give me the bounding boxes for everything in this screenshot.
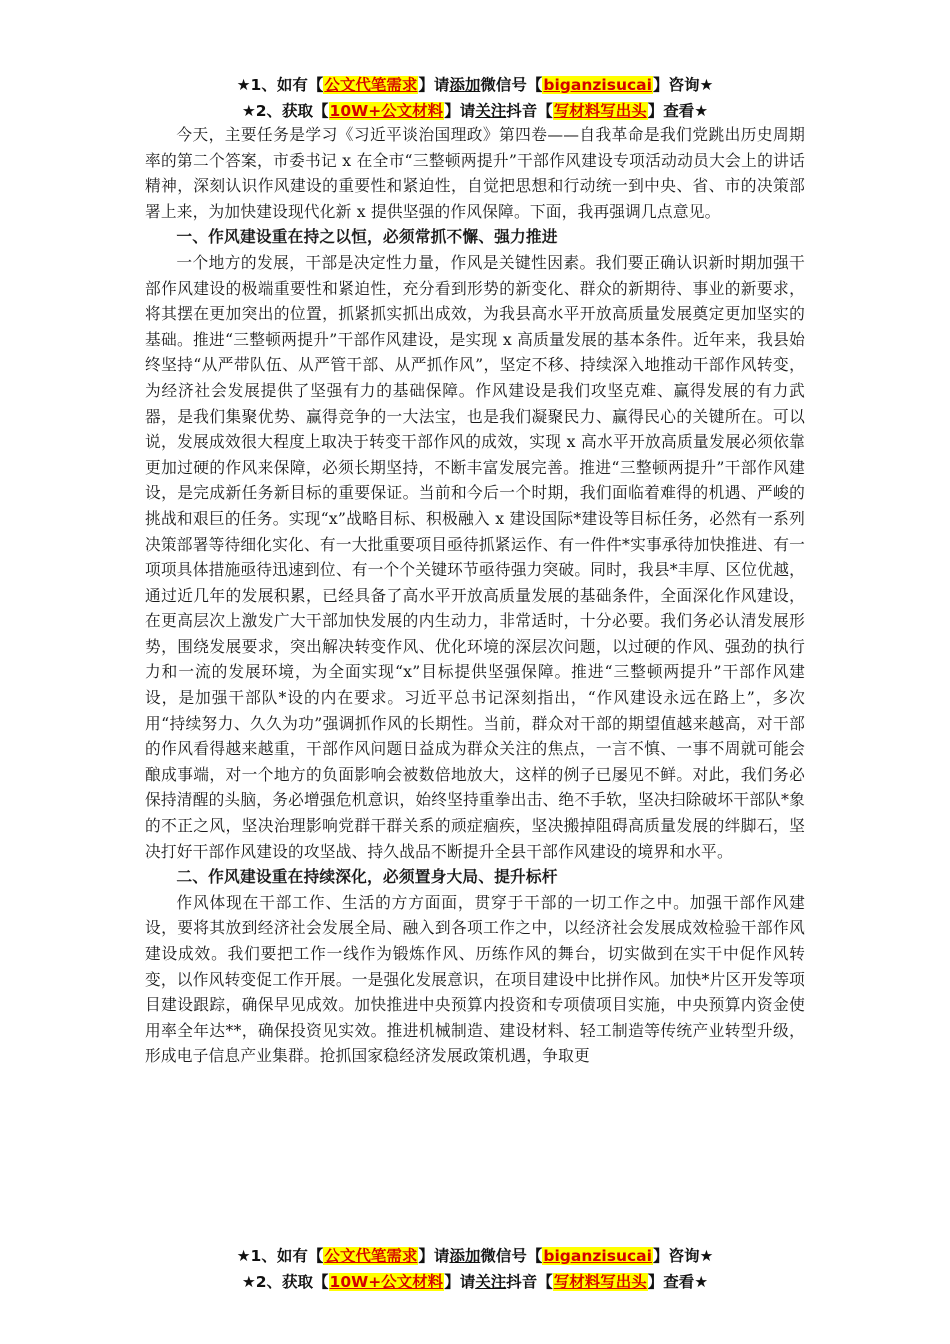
document-body — [145, 122, 805, 1069]
promo-highlight[interactable]: biganzisucai — [543, 76, 652, 94]
promo-highlight[interactable]: biganzisucai — [543, 1247, 652, 1265]
promo-text: 】请 — [444, 1273, 476, 1291]
promo-line-1 — [0, 1243, 950, 1269]
promo-emphasis: 关注 — [475, 1273, 507, 1291]
promo-text: ★1、如有【 — [236, 1247, 324, 1265]
promo-emphasis: 添加 — [449, 76, 481, 94]
promo-text: 微信号【 — [480, 1247, 543, 1265]
promo-banner-bottom — [0, 1243, 950, 1295]
promo-text: 微信号【 — [480, 76, 543, 94]
promo-highlight[interactable]: 写材料写出头 — [553, 1273, 647, 1291]
promo-text: 】查看★ — [647, 1273, 709, 1291]
promo-text: 抖音【 — [506, 1273, 553, 1291]
section-heading-1: 一、作风建设重在持之以恒，必须常抓不懈、强力推进 — [176, 227, 558, 247]
promo-highlight[interactable]: 写材料写出头 — [553, 102, 647, 120]
promo-text: 抖音【 — [506, 102, 553, 120]
intro-paragraph: 今天，主要任务是学习《习近平谈治国理政》第四卷——自我革命是我们党跳出历史周期率的第二个答案，市委书记 x 在全市“三整顿两提升”干部作风建设专项活动动员大会上的讲话精神，深刻认识作风建设的重要性和紧迫性，自觉把思想和行动统一到中央、省、市的决策部署上来，为加快建设现代化新 x 提供坚强的作风保障。下面，我再强调几点意见。 — [145, 125, 805, 221]
promo-text: 】查看★ — [647, 102, 709, 120]
section-2-paragraph: 作风体现在干部工作、生活的方方面面，贯穿于干部的一切工作之中。加强干部作风建设，要将其放到经济社会发展全局、融入到各项工作之中，以经济社会发展成效检验干部作风建设成效。我们要把工作一线作为锻炼作风、历练作风的舞台，切实做到在实干中促作风转变，以作风转变促工作开展。一是强化发展意识，在项目建设中比拼作风。加快*片区开发等项目建设跟踪，确保早见成效。加快推进中央预算内投资和专项债项目实施，中央预算内资金使用率全年达**，确保投资见实效。推进机械制造、建设材料、轻工制造等传统产业转型升级，形成电子信息产业集群。抢抓国家稳经济发展政策机遇，争取更 — [145, 892, 805, 1066]
promo-text: 】咨询★ — [652, 76, 714, 94]
promo-line-1 — [0, 72, 950, 98]
promo-line-2 — [0, 98, 950, 124]
promo-highlight[interactable]: 10W+公文材料 — [329, 102, 444, 120]
promo-text: 】咨询★ — [652, 1247, 714, 1265]
promo-emphasis: 添加 — [449, 1247, 481, 1265]
promo-text: 】请 — [418, 76, 450, 94]
promo-emphasis: 关注 — [475, 102, 507, 120]
promo-text: ★1、如有【 — [236, 76, 324, 94]
section-heading-2: 二、作风建设重在持续深化，必须置身大局、提升标杆 — [176, 867, 558, 887]
promo-text: ★2、获取【 — [241, 1273, 329, 1291]
promo-text: ★2、获取【 — [241, 102, 329, 120]
promo-highlight[interactable]: 公文代笔需求 — [324, 76, 418, 94]
promo-text: 】请 — [444, 102, 476, 120]
section-1-paragraph: 一个地方的发展，干部是决定性力量，作风是关键性因素。我们要正确认识新时期加强干部作风建设的极端重要性和紧迫性，充分看到形势的新变化、群众的新期待、事业的新要求，将其摆在更加突出的位置，抓紧抓实抓出成效，为我县高水平开放高质量发展奠定更加坚实的基础。推进“三整顿两提升”干部作风建设，是实现 x 高质量发展的基本条件。近年来，我县始终坚持“从严带队伍、从严管干部、从严抓作风”，坚定不移、持续深入地推动干部作风转变，为经济社会发展提供了坚强有力的基础保障。作风建设是我们攻坚克难、赢得发展的有力武器，是我们集聚优势、赢得竞争的一大法宝，也是我们凝聚民力、赢得民心的关键所在。可以说，发展成效很大程度上取决于转变干部作风的成效，实现 x 高水平开放高质量发展必须依靠更加过硬的作风来保障，必须长期坚持，不断丰富发展完善。推进“三整顿两提升”干部作风建设，是完成新任务新目标的重要保证。当前和今后一个时期，我们面临着难得的机遇、严峻的挑战和艰巨的任务。实现“x”战略目标、积极融入 x 建设国际*建设等目标任务，必然有一系列决策部署等待细化实化、有一大批重要项目亟待抓紧运作、有一件件*实事承待加快推进、有一项项具体措施亟待迅速到位、有一个个关键环节亟待强力突破。同时，我县*丰厚、区位优越，通过近几年的发展积累，已经具备了高水平开放高质量发展的基础条件，全面深化作风建设，在更高层次上激发广大干部加快发展的内生动力，非常适时，十分必要。我们务必认清发展形势，围绕发展要求，突出解决转变作风、优化环境的深层次问题，以过硬的作风、强劲的执行力和一流的发展环境，为全面实现“x”目标提供坚强保障。推进“三整顿两提升”干部作风建设，是加强干部队*设的内在要求。习近平总书记深刻指出，“作风建设永远在路上”，多次用“持续努力、久久为功”强调抓作风的长期性。当前，群众对干部的期望值越来越高，对干部的作风看得越来越重，干部作风问题日益成为群众关注的焦点，一言不慎、一事不周就可能会酿成事端，对一个地方的负面影响会被数倍地放大，这样的例子已屡见不鲜。对此，我们务必保持清醒的头脑，务必增强危机意识，始终坚持重拳出击、绝不手软，坚决扫除破坏干部队*象的不正之风，坚决治理影响党群干群关系的顽症痼疾，坚决搬掉阻碍高质量发展的绊脚石，坚决打好干部作风建设的攻坚战、持久战品不断提升全县干部作风建设的境界和水平。 — [145, 252, 805, 861]
promo-line-2 — [0, 1269, 950, 1295]
promo-text: 】请 — [418, 1247, 450, 1265]
promo-highlight[interactable]: 公文代笔需求 — [324, 1247, 418, 1265]
promo-highlight[interactable]: 10W+公文材料 — [329, 1273, 444, 1291]
promo-banner-top — [0, 72, 950, 124]
